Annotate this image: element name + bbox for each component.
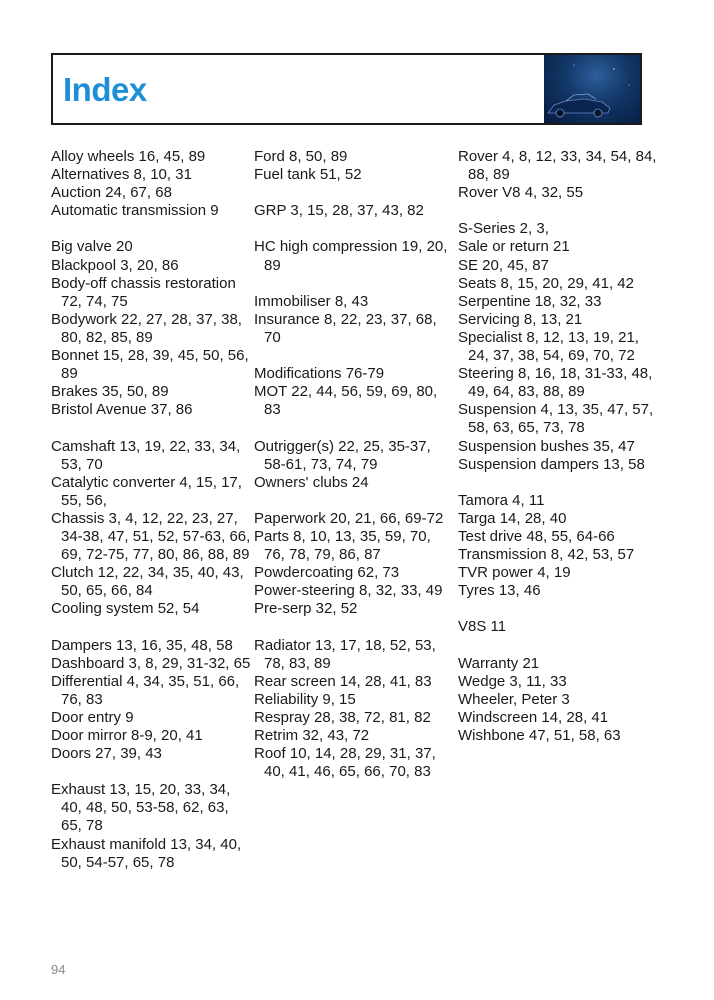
index-entry: Serpentine 18, 32, 33 [458,292,602,310]
index-entry: Door mirror 8-9, 20, 41 [51,727,203,744]
index-entry: MOT 22, 44, 56, 59, 69, 80, 83 [254,383,438,419]
index-entry: Camshaft 13, 19, 22, 33, 34, 53, 70 [51,437,241,473]
index-entry: Exhaust manifold 13, 34, 40, 50, 54-57, 65, 78 [51,835,242,871]
index-entry: Respray 28, 38, 72, 81, 82 [254,708,431,726]
index-entry: Doors 27, 39, 43 [51,745,162,763]
index-entry: Specialist 8, 12, 13, 19, 21, 24, 37, 38, 54, 69, 70, 72 [458,328,639,365]
index-entry: Wedge 3, 11, 33 [458,672,567,690]
index-entry: Brakes 35, 50, 89 [51,383,169,401]
index-entry: Wishbone 47, 51, 58, 63 [458,727,621,744]
index-entry: Bonnet 15, 28, 39, 45, 50, 56, 89 [51,347,249,383]
index-entry: Clutch 12, 22, 34, 35, 40, 43, 50, 65, 66, 84 [51,564,244,600]
index-entry: Rover V8 4, 32, 55 [458,184,584,202]
index-entry: Reliability 9, 15 [254,690,356,708]
index-entry: Automatic transmission 9 [51,202,219,220]
index-entry: Windscreen 14, 28, 41 [458,708,609,726]
index-entry: Suspension 4, 13, 35, 47, 57, 58, 63, 65, 73, 78 [458,401,654,437]
index-entry: Insurance 8, 22, 23, 37, 68, 70 [254,310,437,346]
index-entry: Outrigger(s) 22, 25, 35-37, 58-61, 73, 74, 79 [254,437,431,473]
car-photo [544,55,640,123]
index-column-2 [254,148,454,781]
index-header [51,53,642,125]
index-entry: Paperwork 20, 21, 66, 69-72 [254,509,444,527]
index-entry: Warranty 21 [458,654,540,672]
index-entry: Blackpool 3, 20, 86 [51,256,179,274]
index-entry: Chassis 3, 4, 12, 22, 23, 27, 34-38, 47, 51, 52, 57-63, 66, 69, 72-75, 77, 80, 86, 88, 89 [51,509,251,564]
index-entry: Immobiliser 8, 43 [254,292,369,310]
index-entry: SE 20, 45, 87 [458,256,549,274]
index-entry: Catalytic converter 4, 15, 17, 55, 56, [51,473,242,509]
index-entry: Sale or return 21 [458,238,570,256]
index-column-3 [458,148,658,745]
index-entry: Steering 8, 16, 18, 31-33, 48, 49, 64, 83, 88, 89 [458,365,653,401]
page-number: 94 [51,962,66,977]
index-column-1 [51,148,251,872]
index-entry: HC high compression 19, 20, 89 [254,238,448,274]
index-entry: Test drive 48, 55, 64-66 [458,527,615,545]
index-entry: Auction 24, 67, 68 [51,184,172,202]
index-entry: Exhaust 13, 15, 20, 33, 34, 40, 48, 50, 53-58, 62, 63, 65, 78 [51,781,231,835]
index-entry: Power-steering 8, 32, 33, 49 [254,582,443,600]
index-entry: Owners' clubs 24 [254,473,369,491]
index-entry: Tamora 4, 11 [458,491,545,509]
index-entry: Roof 10, 14, 28, 29, 31, 37, 40, 41, 46, 65, 66, 70, 83 [254,745,436,781]
index-entry: Modifications 76-79 [254,365,385,383]
index-entry: Retrim 32, 43, 72 [254,727,370,744]
index-entry: Seats 8, 15, 20, 29, 41, 42 [458,274,634,292]
index-entry: Radiator 13, 17, 18, 52, 53, 78, 83, 89 [254,636,436,672]
index-entry: Servicing 8, 13, 21 [458,310,583,328]
index-entry: Dashboard 3, 8, 29, 31-32, 65 [51,654,251,672]
index-entry: Rover 4, 8, 12, 33, 34, 54, 84, 88, 89 [458,148,657,184]
index-entry: Rear screen 14, 28, 41, 83 [254,672,432,690]
index-entry: Suspension bushes 35, 47 [458,437,635,455]
index-entry: Body-off chassis restoration 72, 74, 75 [51,274,236,310]
index-entry: Fuel tank 51, 52 [254,166,362,184]
index-entry: Transmission 8, 42, 53, 57 [458,546,635,564]
index-entry: V8S 11 [458,618,507,636]
index-entry: Alternatives 8, 10, 31 [51,166,192,184]
index-entry: Targa 14, 28, 40 [458,509,567,527]
index-entry: Door entry 9 [51,708,134,726]
index-entry: Big valve 20 [51,238,133,256]
index-entry: Dampers 13, 16, 35, 48, 58 [51,636,233,654]
index-entry: Wheeler, Peter 3 [458,690,570,708]
index-entry: Powdercoating 62, 73 [254,564,400,582]
index-entry: Pre-serp 32, 52 [254,600,358,618]
index-entry: Bristol Avenue 37, 86 [51,401,193,419]
page-title: Index [63,71,147,108]
car-photo-graphic [544,55,640,123]
index-entry: Tyres 13, 46 [458,582,541,600]
index-entry: Ford 8, 50, 89 [254,148,348,165]
index-entry: Suspension dampers 13, 58 [458,455,645,473]
index-entry: Parts 8, 10, 13, 35, 59, 70, 76, 78, 79, 86, 87 [254,527,431,564]
index-entry: Differential 4, 34, 35, 51, 66, 76, 83 [51,672,240,708]
index-entry: TVR power 4, 19 [458,564,571,582]
index-entry: Cooling system 52, 54 [51,600,200,618]
index-entry: Bodywork 22, 27, 28, 37, 38, 80, 82, 85, 89 [51,310,242,346]
index-entry: GRP 3, 15, 28, 37, 43, 82 [254,202,424,220]
index-entry: S-Series 2, 3, [458,220,549,238]
index-entry: Alloy wheels 16, 45, 89 [51,148,206,165]
